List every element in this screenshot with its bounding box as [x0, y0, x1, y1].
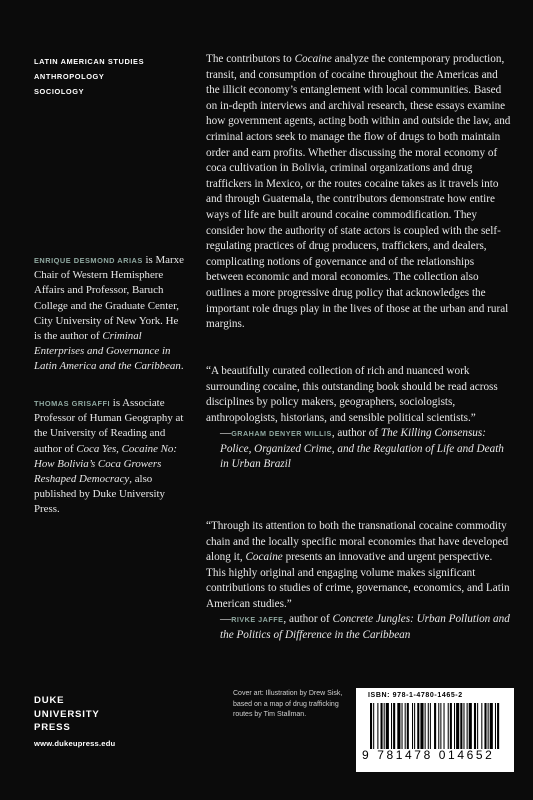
barcode-bar — [384, 703, 385, 749]
publisher-url[interactable]: www.dukeupress.edu — [34, 738, 116, 748]
bio-text: . — [180, 360, 184, 373]
endorsement-quote — [206, 519, 514, 643]
quote-attribution — [206, 612, 514, 643]
barcode-bar — [370, 703, 372, 749]
barcode-bar — [477, 703, 478, 749]
author-name: THOMAS GRISAFFI — [34, 399, 111, 408]
barcode-bar — [440, 703, 441, 749]
barcode-bar — [488, 703, 489, 749]
bio-text: is Associate Professor of Human Geography at the University of Reading and author of — [34, 397, 184, 455]
barcode-bar — [381, 703, 383, 749]
barcode-bar — [484, 703, 486, 749]
barcode-bar — [425, 703, 426, 749]
barcode-bar — [417, 703, 419, 749]
barcode-bar — [412, 703, 413, 749]
subject-list — [34, 54, 144, 99]
barcode-bar — [434, 703, 436, 749]
publisher-line: UNIVERSITY — [34, 708, 100, 720]
barcode-bar — [402, 703, 403, 749]
attribution-dash: — — [220, 427, 232, 439]
subject-item: LATIN AMERICAN STUDIES — [34, 57, 145, 66]
quote-attribution — [206, 426, 514, 473]
barcode-bar — [414, 703, 415, 749]
barcode-bar — [454, 703, 455, 749]
barcode-bar — [430, 703, 431, 749]
bio-book-title: Coca Yes, Cocaine No: How Bolivia’s Coca Growers Reshaped Democracy — [34, 442, 177, 486]
book-description — [206, 52, 514, 333]
quote-text: “A beautifully curated collection of rich and nuanced work surrounding cocaine, this outstanding book should be read across disciplines by policy makers, geographers, sociologists, anthropologists, historians, and sensible political scientists.” — [206, 365, 498, 424]
barcode-panel — [356, 688, 514, 772]
isbn-label: ISBN: 978-1-4780-1465-2 — [368, 692, 463, 699]
barcode-bar — [481, 703, 482, 749]
publisher-line: DUKE — [34, 695, 65, 706]
attribution-text: , author of — [331, 427, 381, 439]
barcode-bar — [463, 703, 464, 749]
endorser-name: GRAHAM DENYER WILLIS — [231, 429, 332, 438]
publisher-logo — [34, 694, 115, 750]
author-bio-grisaffi — [34, 396, 186, 518]
barcode-icon — [366, 703, 504, 749]
bio-text: is Marxe Chair of Western Hemisphere Affairs and Professor, Baruch College and the Graduate Center, City University of New York. He is the author of — [34, 254, 184, 343]
barcode-bar — [391, 703, 392, 749]
cover-art-credit: Cover art: Illustration by Drew Sisk, based on a map of drug trafficking routes by Tim Stallman. — [233, 690, 343, 718]
publisher-line: PRESS — [34, 722, 71, 733]
endorser-name: RIVKE JAFFE — [231, 615, 284, 624]
barcode-bar — [467, 703, 468, 749]
barcode-bar — [405, 703, 406, 749]
bio-text: , also published by Duke University Press. — [34, 473, 165, 516]
barcode-bar — [474, 703, 476, 749]
barcode-bar — [444, 703, 445, 749]
subject-item: SOCIOLOGY — [34, 87, 85, 96]
endorser-book-title: Concrete Jungles: Urban Pollution and the Politics of Difference in the Caribbean — [220, 613, 510, 641]
blurb-text: analyze the contemporary production, transit, and consumption of cocaine throughout the Americas and the illicit economy’s entanglement with local communities. Based on in-depth interviews and archival research, these essays examine how government agents, acting both within and outside the law, and criminal actors seek to manage the flow of drugs to both maintain order and earn profits. Whether discussing the moral economy of coca cultivation in Bolivia, criminal organizations and drug traffickers in Mexico, or the routes cocaine takes as it travels into and through Guatemala, the contributors demonstrate how entire ways of life are built around cocaine commodification. They consider how the authority of state actors is coupled with the self-regulating practices of drug producers, traffickers, and dealers, complicating notions of governance and of the relationships between economic and moral economies. The collection also outlines a more progressive drug policy that acknowledges the important role drugs play in the lives of those at the urban and rural margins. — [206, 53, 511, 331]
barcode-bar — [377, 703, 378, 749]
attribution-dash: — — [220, 613, 232, 625]
blurb-text: The contributors to — [206, 53, 295, 65]
barcode-bar — [469, 703, 472, 749]
endorser-book-title: The Killing Consensus: Police, Organized Crime, and the Regulation of Life and Death in Urban Brazil — [220, 427, 504, 470]
quote-book-title: Cocaine — [245, 551, 283, 563]
barcode-bar — [495, 703, 496, 749]
barcode-bar — [448, 703, 449, 749]
barcode-bar — [373, 703, 374, 749]
blurb-book-title: Cocaine — [294, 53, 332, 65]
author-name: ENRIQUE DESMOND ARIAS — [34, 256, 143, 265]
attribution-text: , author of — [283, 613, 333, 625]
ean-number: 9 781478 014652 — [362, 748, 495, 762]
barcode-bar — [393, 703, 395, 749]
barcode-bar — [497, 703, 499, 749]
barcode-bar — [420, 703, 423, 749]
barcode-bar — [490, 703, 493, 749]
endorsement-quote — [206, 364, 514, 473]
quote-text — [206, 519, 514, 612]
barcode-bar — [386, 703, 389, 749]
subject-item: ANTHROPOLOGY — [34, 72, 105, 81]
quote-text-part: “Through its attention to both the transnational cocaine commodity chain and the locally specific moral economies that have developed along it, — [206, 520, 509, 563]
barcode-bar — [428, 703, 429, 749]
barcode-bar — [438, 703, 439, 749]
quote-text-part: presents an innovative and urgent perspective. This highly original and engaging volume makes significant contributions to studies of crime, governance, economics, and Latin American studies.” — [206, 551, 510, 610]
author-bio-arias — [34, 253, 186, 375]
barcode-bar — [450, 703, 452, 749]
barcode-bar — [407, 703, 409, 749]
barcode-bar — [460, 703, 462, 749]
barcode-bar — [456, 703, 459, 749]
barcode-bar — [397, 703, 400, 749]
bio-book-title: Criminal Enterprises and Governance in Latin America and the Caribbean — [34, 330, 181, 373]
